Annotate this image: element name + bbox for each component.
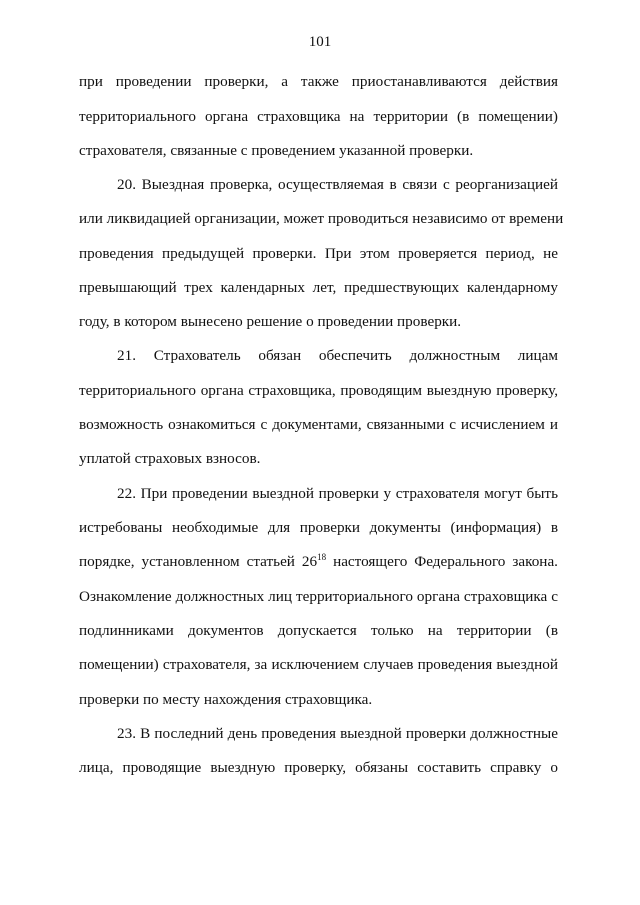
text-segment: порядке, установленном статьей 26 (79, 553, 318, 570)
paragraph-21-first-line: 21. Страхователь обязан обеспечить должностным лицам (117, 347, 558, 364)
text-line: лица, проводящие выездную проверку, обязаны составить справку о (79, 759, 558, 776)
text-line: помещении) страхователя, за исключением случаев проведения выездной (79, 656, 558, 673)
text-line: при проведении проверки, а также приостанавливаются действия (79, 73, 558, 90)
superscript-18: 18 (317, 552, 327, 562)
text-line: проверки по месту нахождения страховщика. (79, 691, 373, 708)
paragraph-20-first-line: 20. Выездная проверка, осуществляемая в связи с реорганизацией (117, 176, 558, 193)
text-line: превышающий трех календарных лет, предшествующих календарному (79, 279, 558, 296)
text-line: истребованы необходимые для проверки документы (информация) в (79, 519, 558, 536)
text-line: Ознакомление должностных лиц территориального органа страховщика с (79, 588, 558, 605)
text-line: возможность ознакомиться с документами, связанными с исчислением и (79, 416, 558, 433)
text-line-with-superscript (79, 552, 558, 572)
text-line: страхователя, связанные с проведением указанной проверки. (79, 142, 474, 159)
paragraph-23-first-line: 23. В последний день проведения выездной проверки должностные (117, 725, 558, 742)
text-line: или ликвидацией организации, может проводиться независимо от времени (79, 210, 564, 227)
page-number: 101 (308, 34, 332, 50)
paragraph-22-first-line: 22. При проведении выездной проверки у страхователя могут быть (117, 485, 558, 502)
text-segment: настоящего Федерального закона. (326, 553, 558, 570)
text-line: году, в котором вынесено решение о проведении проверки. (79, 313, 462, 330)
text-line: проведения предыдущей проверки. При этом проверяется период, не (79, 245, 558, 262)
text-line: уплатой страховых взносов. (79, 450, 261, 467)
text-line: территориального органа страховщика, проводящим выездную проверку, (79, 382, 558, 399)
text-line: подлинниками документов допускается только на территории (в (79, 622, 558, 639)
text-line: территориального органа страховщика на территории (в помещении) (79, 108, 558, 125)
